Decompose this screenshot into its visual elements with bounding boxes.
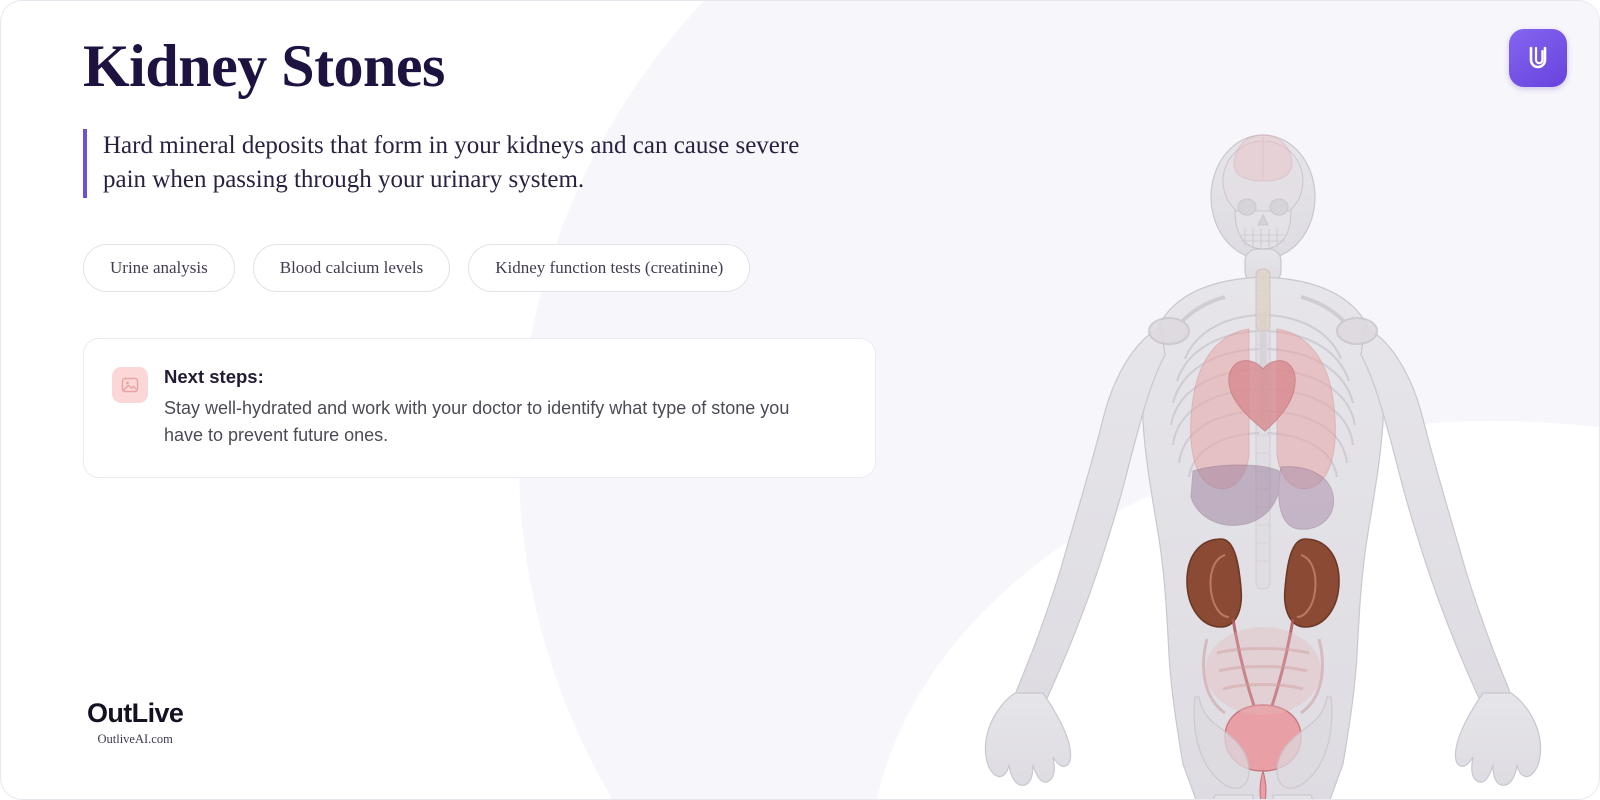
chip-urine-analysis[interactable]: Urine analysis <box>83 244 235 292</box>
outlive-logo-badge[interactable] <box>1509 29 1567 87</box>
next-steps-card <box>83 338 876 479</box>
next-steps-body <box>164 365 824 450</box>
brand-block <box>87 698 183 747</box>
next-steps-text: Stay well-hydrated and work with your doctor to identify what type of stone you have to prevent future ones. <box>164 397 790 445</box>
image-placeholder-glyph <box>120 375 140 395</box>
image-placeholder-icon <box>112 367 148 403</box>
test-chip-list <box>83 244 1599 292</box>
next-steps-title: Next steps: <box>164 365 264 387</box>
chip-kidney-function-tests[interactable]: Kidney function tests (creatinine) <box>468 244 750 292</box>
outlive-logo-icon <box>1521 41 1555 75</box>
subtitle-block <box>83 129 843 198</box>
main-content <box>1 1 1599 478</box>
brand-name: OutLive <box>87 698 184 728</box>
page-subtitle: Hard mineral deposits that form in your kidneys and can cause severe pain when passing through your urinary system. <box>103 131 800 194</box>
chip-blood-calcium-levels[interactable]: Blood calcium levels <box>253 244 451 292</box>
brand-site: OutliveAI.com <box>97 732 173 746</box>
page-title: Kidney Stones <box>83 33 445 99</box>
